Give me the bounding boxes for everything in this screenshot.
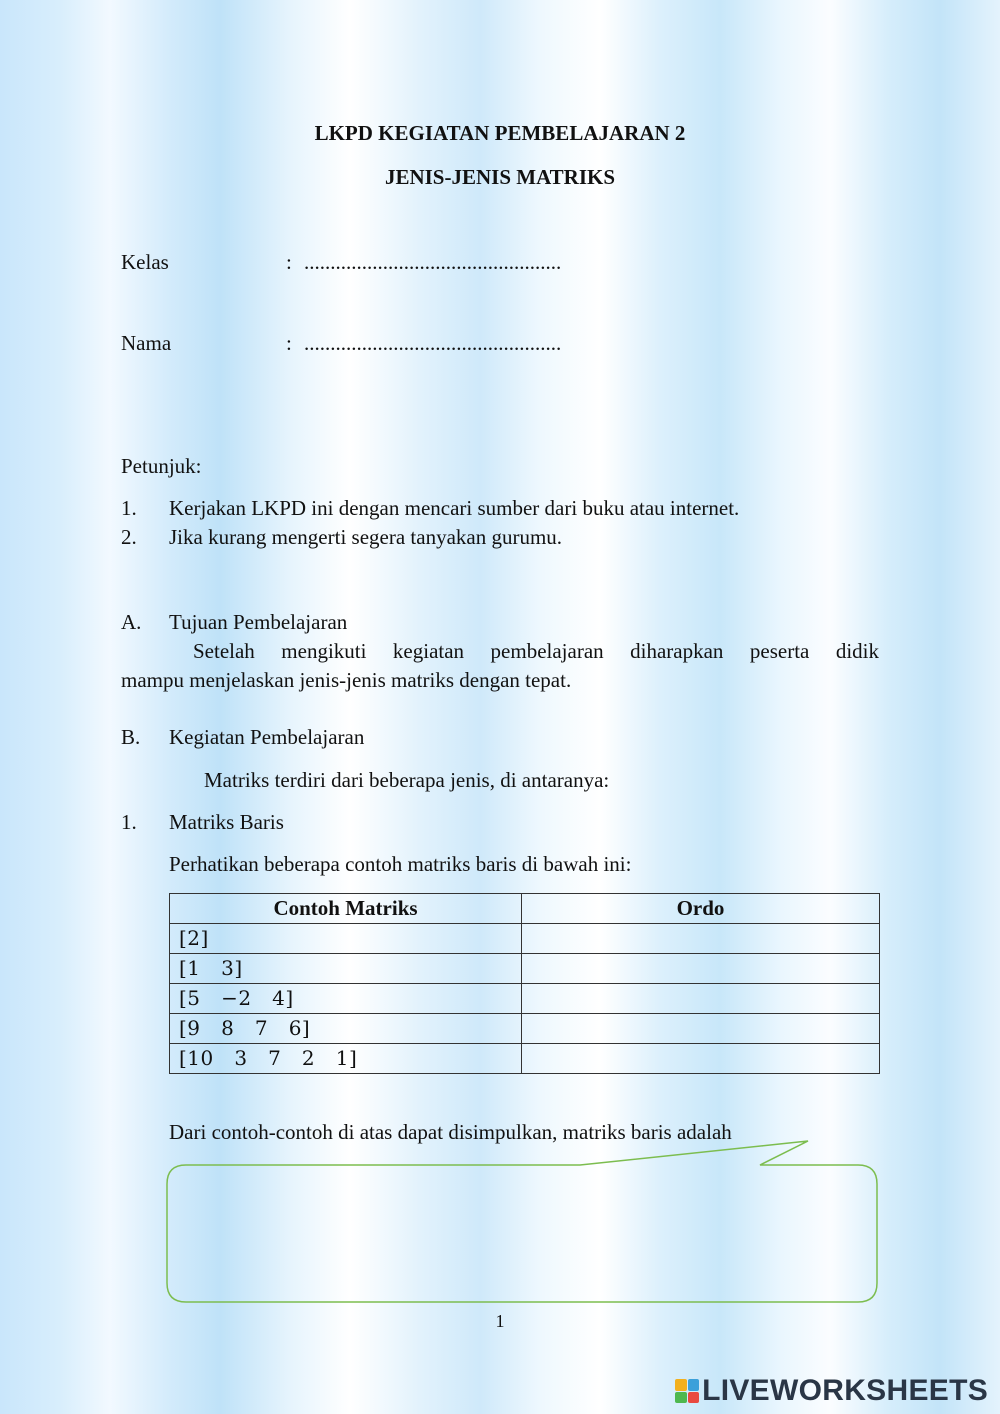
- worksheet-subtitle: JENIS-JENIS MATRIKS: [384, 165, 616, 189]
- matrix-example: [5 −2 4]: [179, 986, 294, 1010]
- instruction-text: Kerjakan LKPD ini dengan mencari sumber dari buku atau internet.: [169, 496, 740, 520]
- subsection-number: 1.: [121, 810, 137, 834]
- subsection-intro: Perhatikan beberapa contoh matriks baris di bawah ini:: [169, 852, 632, 876]
- liveworksheets-logo-icon: [675, 1379, 699, 1403]
- section-b-title: Kegiatan Pembelajaran: [169, 725, 365, 749]
- kelas-colon: :: [286, 250, 292, 274]
- header-ordo: Ordo: [522, 894, 880, 924]
- matrix-example: [9 8 7 6]: [179, 1016, 311, 1040]
- brand-name: LIVEWORKSHEETS: [702, 1374, 988, 1407]
- instruction-number: 2.: [121, 525, 137, 549]
- section-a-letter: A.: [121, 610, 142, 634]
- matrix-example: [10 3 7 2 1]: [179, 1046, 358, 1070]
- nama-label: Nama: [121, 331, 172, 355]
- header-contoh-matriks: Contoh Matriks: [170, 894, 522, 924]
- section-b-letter: B.: [121, 725, 141, 749]
- section-a-paragraph-line1: Setelah mengikuti kegiatan pembelajaran diharapkan peserta didik: [193, 639, 879, 663]
- instructions-heading: Petunjuk:: [121, 454, 202, 478]
- section-a-paragraph-line2: mampu menjelaskan jenis-jenis matriks dengan tepat.: [121, 668, 572, 692]
- instruction-text: Jika kurang mengerti segera tanyakan gurumu.: [169, 525, 563, 549]
- nama-colon: :: [286, 331, 292, 355]
- instruction-number: 1.: [121, 496, 137, 520]
- conclusion-prompt: Dari contoh-contoh di atas dapat disimpulkan, matriks baris adalah: [169, 1120, 732, 1144]
- section-b-intro: Matriks terdiri dari beberapa jenis, di antaranya:: [204, 768, 610, 792]
- matrix-example: [1 3]: [179, 956, 243, 980]
- matrix-example: [2]: [179, 926, 209, 950]
- liveworksheets-brand[interactable]: [675, 1374, 988, 1408]
- worksheet-title: LKPD KEGIATAN PEMBELAJARAN 2: [314, 121, 686, 145]
- kelas-label: Kelas: [121, 250, 169, 274]
- page-number: 1: [495, 1311, 505, 1331]
- nama-input[interactable]: .................................................: [304, 331, 562, 355]
- kelas-input[interactable]: .................................................: [304, 250, 562, 274]
- conclusion-answer-input[interactable]: [182, 1180, 862, 1286]
- subsection-title: Matriks Baris: [169, 810, 284, 834]
- section-a-title: Tujuan Pembelajaran: [169, 610, 348, 634]
